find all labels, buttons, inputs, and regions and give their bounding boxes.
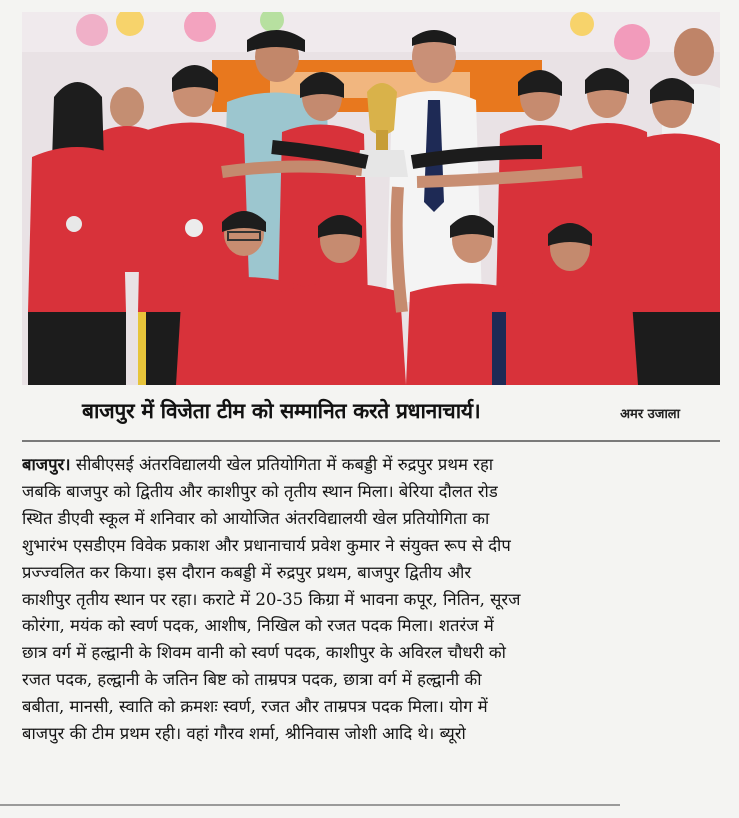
article-line: जबकि बाजपुर को द्वितीय और काशीपुर को तृतीय स्थान मिला। बेरिया दौलत रोड <box>22 481 498 501</box>
bottom-rule <box>0 804 620 806</box>
article-line: प्रज्ज्वलित कर किया। इस दौरान कबड्डी में रुद्रपुर प्रथम, बाजपुर द्वितीय और <box>22 562 472 582</box>
article-line: बबीता, मानसी, स्वाति को क्रमशः स्वर्ण, रजत और ताम्रपत्र पदक मिला। योग में <box>22 697 488 717</box>
article-line: कोरंगा, मयंक को स्वर्ण पदक, आशीष, निखिल को रजत पदक मिला। शतरंज में <box>22 616 494 636</box>
balloon-icon <box>76 14 108 46</box>
balloon-icon <box>614 24 650 60</box>
news-photo <box>22 12 720 385</box>
article-line: बाजपुर की टीम प्रथम रही। वहां गौरव शर्मा, श्रीनिवास जोशी आदि थे। ब्यूरो <box>22 724 466 744</box>
article-line: छात्र वर्ग में हल्द्वानी के शिवम वानी को स्वर्ण पदक, काशीपुर के अविरल चौधरी को <box>22 643 506 663</box>
article-line: काशीपुर तृतीय स्थान पर रहा। कराटे में 20-35 किग्रा में भावना कपूर, नितिन, सूरज <box>22 589 521 609</box>
article-line: स्थित डीएवी स्कूल में शनिवार को आयोजित अंतरविद्यालयी खेल प्रतियोगिता का <box>22 508 490 528</box>
article-body <box>22 452 722 748</box>
article-line: बाजपुर। सीबीएसई अंतरविद्यालयी खेल प्रतियोगिता में कबड्डी में रुद्रपुर प्रथम रहा <box>22 455 494 474</box>
newspaper-source: अमर उजाला <box>620 407 680 422</box>
article-line: शुभारंभ एसडीएम विवेक प्रकाश और प्रधानाचार्य प्रवेश कुमार ने संयुक्त रूप से दीप <box>22 535 511 555</box>
balloon-icon <box>570 12 594 36</box>
team-photo-illustration <box>22 12 720 385</box>
caption-row <box>22 388 720 442</box>
photo-caption: बाजपुर में विजेता टीम को सम्मानित करते प्रधानाचार्य। <box>82 399 481 423</box>
article-line: रजत पदक, हल्द्वानी के जतिन बिष्ट को ताम्रपत्र पदक, छात्रा वर्ग में हल्द्वानी की <box>22 670 482 690</box>
dateline: बाजपुर। <box>22 455 71 474</box>
